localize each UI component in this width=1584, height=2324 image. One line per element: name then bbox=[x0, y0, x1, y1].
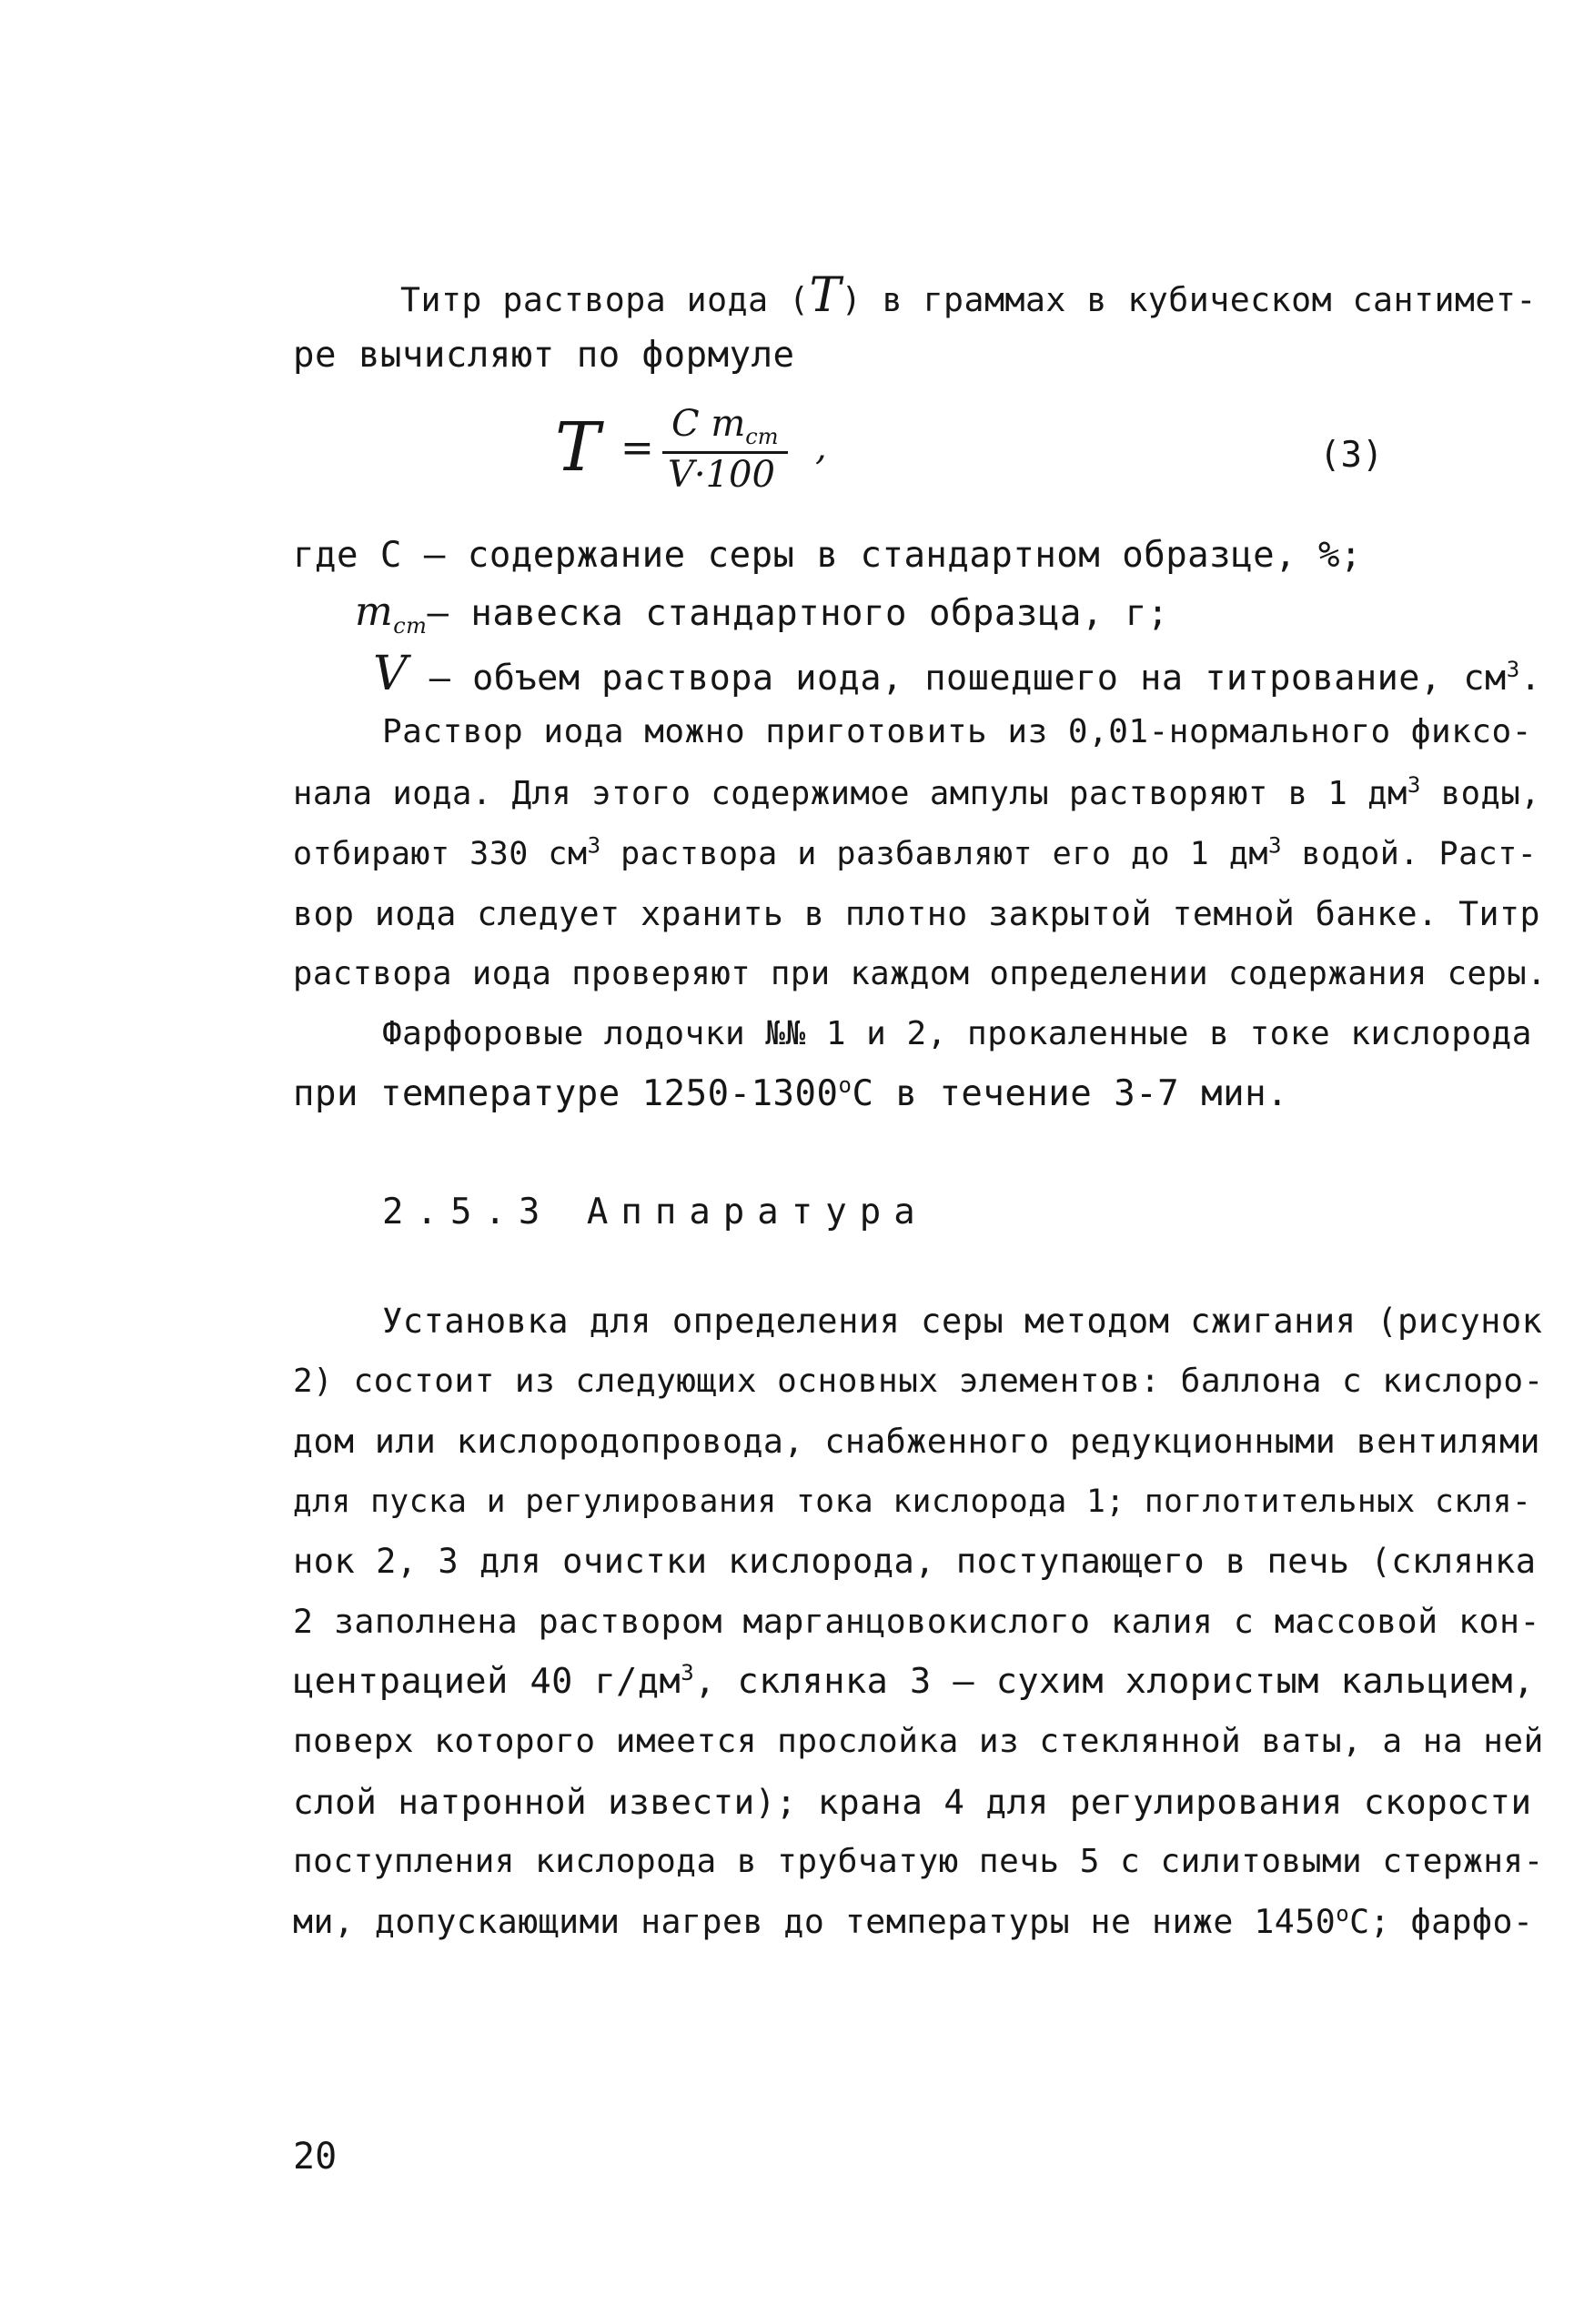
para3-line-1: Установка для определения серы методом сжигания (рисунок bbox=[382, 1302, 1543, 1341]
legend-m bbox=[355, 589, 1169, 639]
para1-line-5: раствора иода проверяют при каждом определении содержания серы. bbox=[293, 955, 1547, 992]
legend-v-end: . bbox=[1519, 658, 1542, 699]
legend-m-symbol: m bbox=[355, 589, 394, 635]
intro-line-1 bbox=[400, 268, 1537, 323]
intro-text-end: ) в граммах в кубическом сантимет- bbox=[841, 280, 1537, 319]
legend-m-text: – навеска стандартного образца, г; bbox=[427, 593, 1169, 634]
para3-line-9: слой натронной извести); крана 4 для регулирования скорости bbox=[293, 1782, 1532, 1822]
para3-line-7 bbox=[293, 1661, 1535, 1703]
para1-line-2 bbox=[293, 773, 1540, 815]
para3-line-4: для пуска и регулирования тока кислорода 1; поглотительных скля- bbox=[293, 1484, 1532, 1520]
para1-line-2-sup: 3 bbox=[1407, 772, 1421, 799]
para1-line-2-a: нала иода. Для этого содержимое ампулы растворяют в 1 дм bbox=[293, 775, 1407, 812]
formula-3 bbox=[555, 400, 937, 500]
para2-line-2-a: при температуре 1250-1300 bbox=[293, 1073, 839, 1114]
equation-number: (3) bbox=[1319, 435, 1384, 476]
para3-line-7-a: центрацией 40 г/дм bbox=[293, 1661, 681, 1702]
para1-line-3 bbox=[293, 833, 1537, 875]
para3-line-11-b: С; фарфо- bbox=[1349, 1902, 1534, 1941]
para3-line-11-a: ми, допускающими нагрев до температуры не ниже 1450 bbox=[293, 1902, 1337, 1941]
para3-line-2: 2) состоит из следующих основных элементов: баллона с кислоро- bbox=[293, 1363, 1544, 1400]
symbol-t: T bbox=[809, 268, 842, 323]
formula-lhs: T bbox=[555, 408, 600, 487]
intro-line-2: ре вычисляют по формуле bbox=[293, 335, 795, 376]
page-number: 20 bbox=[293, 2136, 338, 2178]
para1-line-3-sup2: 3 bbox=[1267, 832, 1282, 859]
legend-v bbox=[373, 647, 1542, 701]
para3-line-6: 2 заполнена раствором марганцовокислого калия с массовой кон- bbox=[293, 1602, 1540, 1641]
para1-line-4: вор иода следует хранить в плотно закрытой темной банке. Титр bbox=[293, 894, 1540, 933]
legend-v-sup: 3 bbox=[1506, 657, 1520, 683]
para1-line-3-c: водой. Раст- bbox=[1281, 836, 1538, 872]
intro-text: Титр раствора иода ( bbox=[400, 280, 810, 319]
formula-numerator-sub: ст bbox=[745, 424, 779, 449]
para3-line-8: поверх которого имеется прослойка из стеклянной ваты, а на ней bbox=[293, 1723, 1544, 1760]
formula-equals: = bbox=[620, 425, 654, 471]
formula-numerator-text: C m bbox=[671, 403, 746, 445]
para3-line-10: поступления кислорода в трубчатую печь 5 с силитовыми стержня- bbox=[293, 1843, 1544, 1880]
legend-v-symbol: V bbox=[373, 647, 409, 701]
legend-v-text: – объем раствора иода, пошедшего на титрование, см bbox=[429, 658, 1507, 699]
para2-line-2 bbox=[293, 1073, 1288, 1115]
para1-line-3-b: раствора и разбавляют его до 1 дм bbox=[600, 836, 1268, 872]
formula-comma: , bbox=[815, 427, 827, 468]
para3-line-11-sup: о bbox=[1336, 1900, 1350, 1927]
para3-line-7-b: , склянка 3 – сухим хлористым кальцием, bbox=[694, 1661, 1535, 1702]
para2-line-2-sup: о bbox=[838, 1072, 853, 1098]
legend-m-sub: ст bbox=[393, 612, 428, 639]
para2-line-1: Фарфоровые лодочки №№ 1 и 2, прокаленные в токе кислорода bbox=[382, 1015, 1532, 1052]
para1-line-3-a: отбирают 330 см bbox=[293, 836, 588, 872]
para1-line-1: Раствор иода можно приготовить из 0,01-нормального фиксо- bbox=[382, 713, 1532, 750]
section-heading: 2.5.3 Аппаратура bbox=[382, 1192, 928, 1232]
para3-line-11 bbox=[293, 1901, 1533, 1943]
para1-line-2-b: воды, bbox=[1420, 775, 1541, 812]
formula-denominator: V·100 bbox=[668, 454, 775, 496]
para3-line-5: нок 2, 3 для очистки кислорода, поступающего в печь (склянка bbox=[293, 1542, 1537, 1581]
formula-numerator bbox=[671, 403, 779, 449]
legend-c: где С – содержание серы в стандартном образце, %; bbox=[293, 535, 1363, 576]
para3-line-7-sup: 3 bbox=[681, 1660, 695, 1686]
para1-line-3-sup1: 3 bbox=[587, 832, 601, 859]
para2-line-2-b: С в течение 3-7 мин. bbox=[852, 1073, 1289, 1114]
para3-line-3: дом или кислородопровода, снабженного редукционными вентилями bbox=[293, 1422, 1540, 1461]
